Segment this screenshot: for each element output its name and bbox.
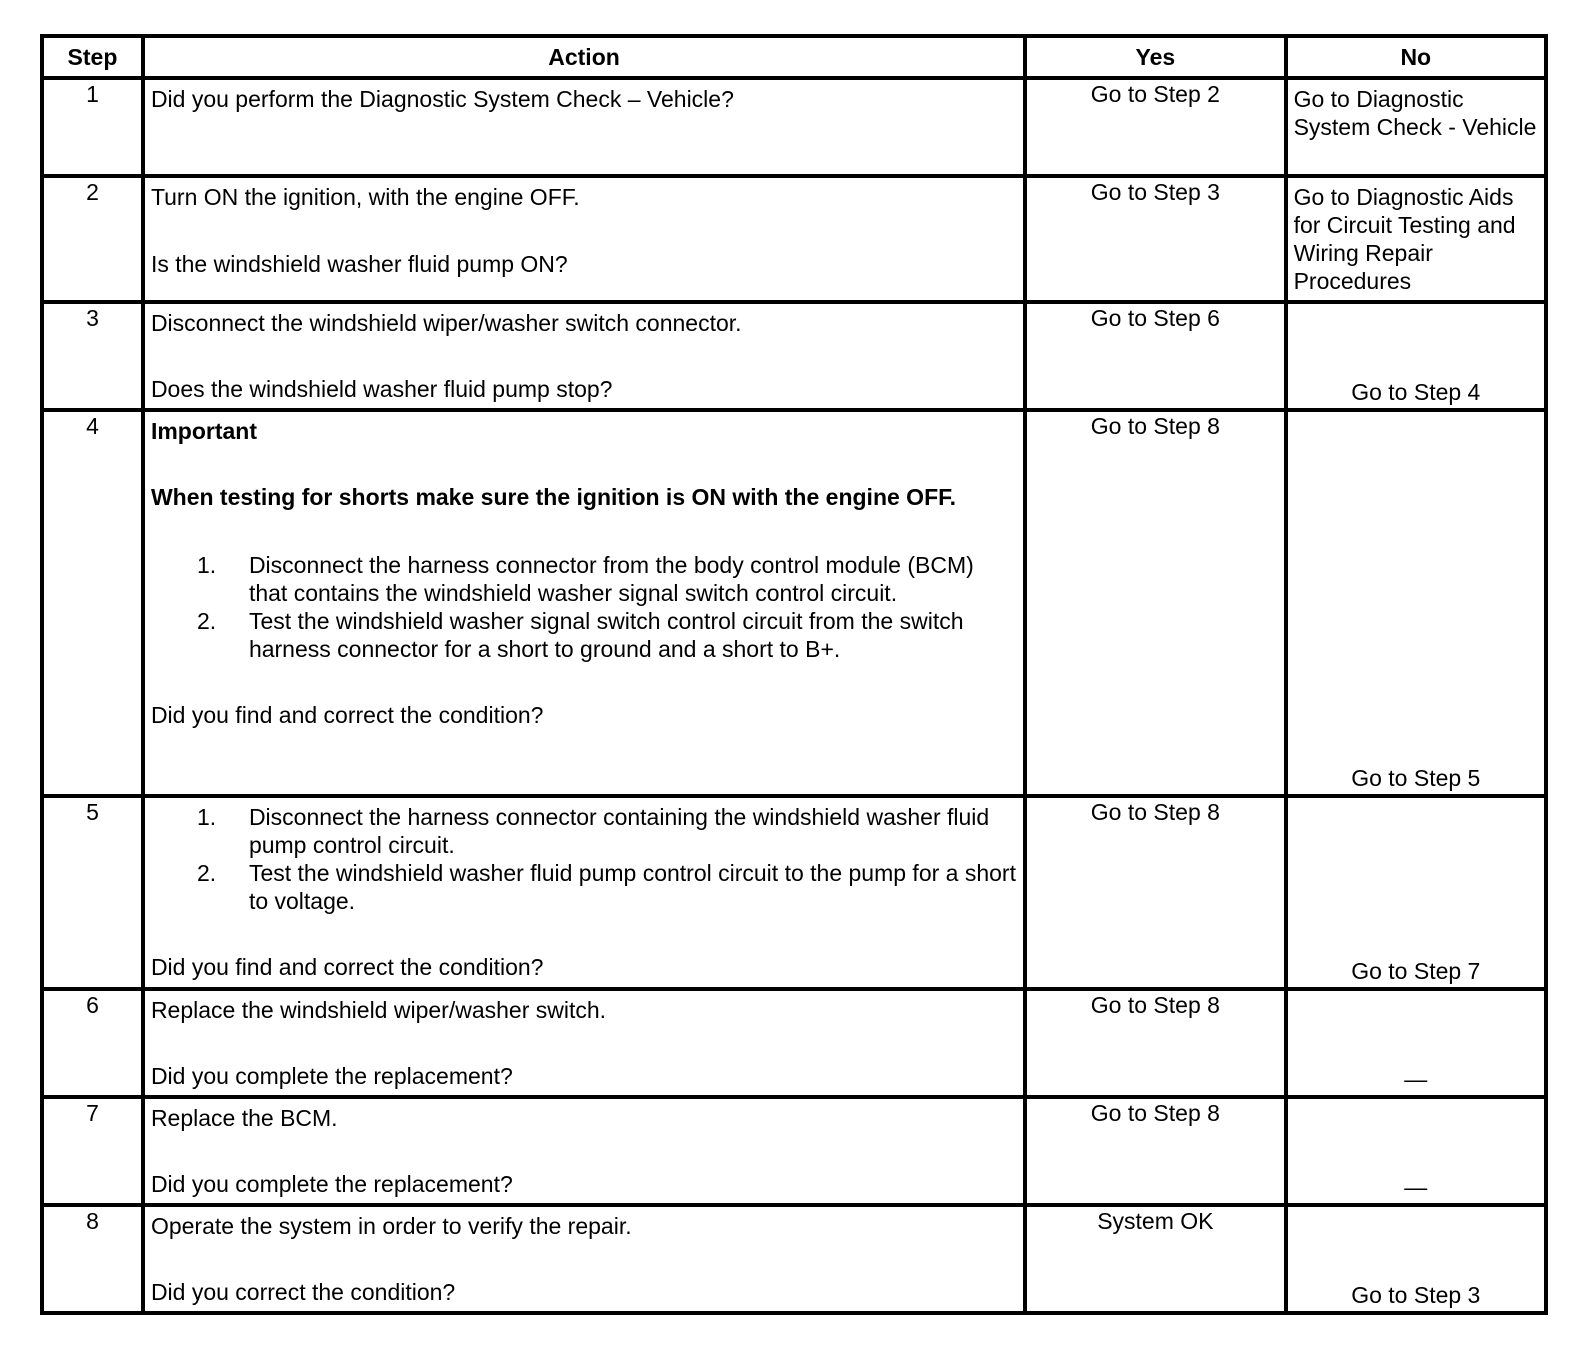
step-number: 7 [42,1097,143,1205]
yes-cell: Go to Step 6 [1025,302,1285,410]
procedure-list [151,551,1017,663]
action-text: Turn ON the ignition, with the engine OFF. [150,184,580,210]
table-row [42,1205,1546,1313]
list-item [196,551,1017,607]
header-step: Step [42,36,143,78]
table-row [42,410,1546,796]
table-row [42,78,1546,176]
no-cell: Go to Step 5 [1286,410,1546,796]
yes-cell: Go to Step 2 [1025,78,1285,176]
action-question: Did you find and correct the condition? [150,702,544,728]
list-item [196,859,1017,915]
step-number: 8 [42,1205,143,1313]
action-question: Did you complete the replacement? [150,1171,513,1197]
list-item [196,607,1017,663]
yes-cell: Go to Step 8 [1025,796,1285,989]
action-text: Operate the system in order to verify the repair. [150,1213,632,1239]
list-number: 1. [196,552,217,578]
list-number: 1. [196,804,217,830]
list-text: Disconnect the harness connector from the body control module (BCM) that contains the windshield washer signal switch control circuit. [248,552,974,606]
step-number: 1 [42,78,143,176]
no-cell: — [1286,989,1546,1097]
action-cell [143,78,1025,176]
action-cell [143,410,1025,796]
table-row [42,1097,1546,1205]
list-item [196,803,1017,859]
action-text: Replace the BCM. [150,1105,338,1131]
action-cell [143,302,1025,410]
step-number: 4 [42,410,143,796]
list-number: 2. [196,860,217,886]
step-number: 6 [42,989,143,1097]
important-note: When testing for shorts make sure the ignition is ON with the engine OFF. [150,484,957,510]
procedure-list [151,803,1017,915]
action-question: Does the windshield washer fluid pump stop? [150,376,613,402]
action-question: Is the windshield washer fluid pump ON? [150,251,568,277]
list-text: Test the windshield washer signal switch control circuit from the switch harness connector for a short to ground and a short to B+. [248,608,964,662]
step-number: 5 [42,796,143,989]
no-cell: Go to Step 7 [1286,796,1546,989]
no-cell: Go to Step 4 [1286,302,1546,410]
yes-cell: Go to Step 8 [1025,989,1285,1097]
header-no: No [1286,36,1546,78]
no-cell: Go to Diagnostic System Check - Vehicle [1286,78,1546,176]
action-question: Did you correct the condition? [150,1279,456,1305]
yes-cell: Go to Step 8 [1025,1097,1285,1205]
list-text: Disconnect the harness connector containing the windshield washer fluid pump control circuit. [248,804,990,858]
important-label: Important [150,418,257,444]
step-number: 3 [42,302,143,410]
list-text: Test the windshield washer fluid pump control circuit to the pump for a short to voltage. [248,860,1016,914]
action-text: Disconnect the windshield wiper/washer switch connector. [150,310,742,336]
header-yes: Yes [1025,36,1285,78]
header-row [42,36,1546,78]
table-row [42,176,1546,302]
diagnostic-table [40,34,1548,1315]
no-cell: Go to Step 3 [1286,1205,1546,1313]
list-number: 2. [196,608,217,634]
yes-cell: Go to Step 3 [1025,176,1285,302]
step-number: 2 [42,176,143,302]
action-cell [143,1205,1025,1313]
action-cell [143,176,1025,302]
action-cell [143,1097,1025,1205]
yes-cell: System OK [1025,1205,1285,1313]
no-cell: — [1286,1097,1546,1205]
action-cell [143,989,1025,1097]
action-text: Replace the windshield wiper/washer switch. [150,997,607,1023]
table-row [42,796,1546,989]
table-row [42,989,1546,1097]
table-row [42,302,1546,410]
yes-cell: Go to Step 8 [1025,410,1285,796]
no-cell: Go to Diagnostic Aids for Circuit Testing and Wiring Repair Procedures [1286,176,1546,302]
action-cell [143,796,1025,989]
header-action: Action [143,36,1025,78]
action-text: Did you perform the Diagnostic System Check – Vehicle? [150,86,734,112]
action-question: Did you find and correct the condition? [150,954,544,980]
action-question: Did you complete the replacement? [150,1063,513,1089]
